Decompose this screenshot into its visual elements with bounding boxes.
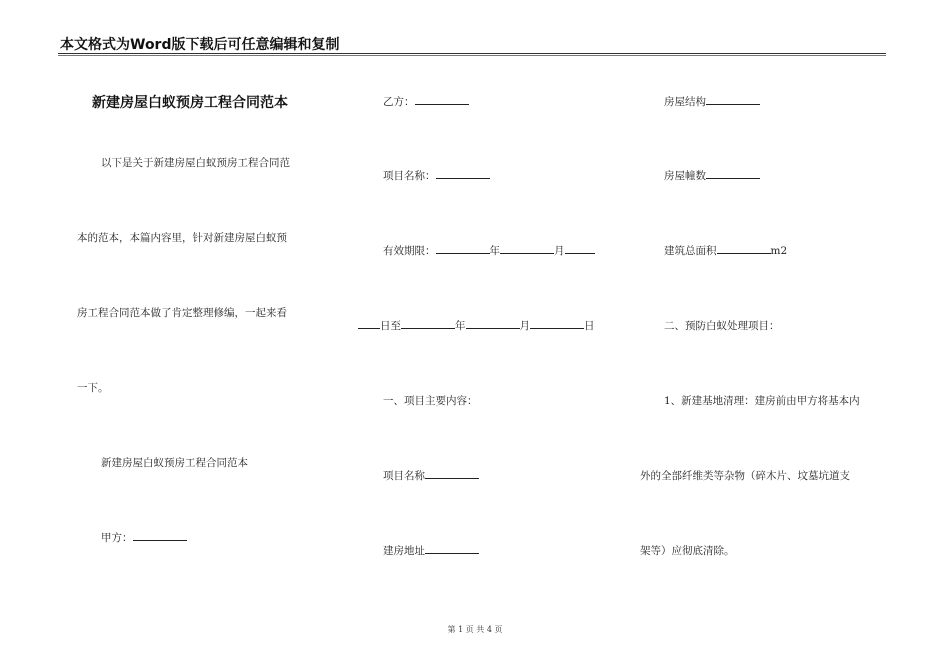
- end-day-blank: [530, 318, 584, 329]
- validity-year-blank: [436, 243, 490, 254]
- floors-blank: [706, 168, 760, 179]
- structure-line: [664, 94, 760, 109]
- project-name-2-label: 项目名称: [383, 470, 425, 482]
- intro-line-3: 房工程合同范本做了肯定整理修编，一起来看: [77, 307, 287, 319]
- area-unit: m2: [770, 245, 788, 257]
- page-current: 1: [458, 625, 464, 634]
- project-name-2-blank: [425, 468, 479, 479]
- area-blank: [717, 243, 771, 254]
- page-suffix: 页: [494, 625, 503, 634]
- document-title: 新建房屋白蚁预房工程合同范本: [92, 95, 288, 111]
- end-month-blank: [466, 318, 520, 329]
- party-b-label: 乙方：: [383, 96, 415, 108]
- contract-subtitle: 新建房屋白蚁预房工程合同范本: [101, 457, 248, 469]
- party-b-line: [383, 94, 469, 109]
- floors-line: [664, 168, 760, 183]
- item-1-line-1: 1、新建基地清理：建房前由甲方将基本内: [664, 395, 860, 407]
- end-year-label: 年: [455, 320, 466, 332]
- project-name-blank: [436, 168, 490, 179]
- structure-blank: [706, 94, 760, 105]
- area-line: [664, 243, 787, 258]
- intro-line-2: 本的范本，本篇内容里，针对新建房屋白蚁预: [77, 232, 287, 244]
- validity-month-label: 月: [554, 245, 565, 257]
- party-a-blank: [133, 530, 187, 541]
- validity-month-blank: [500, 243, 554, 254]
- validity-label: 有效期限：: [383, 245, 436, 257]
- project-name-label: 项目名称：: [383, 170, 436, 182]
- validity-day-blank: [565, 243, 595, 254]
- build-address-label: 建房地址: [383, 545, 425, 557]
- page-total: 4: [486, 625, 492, 634]
- section-1-heading: 一、项目主要内容：: [383, 395, 478, 407]
- validity-line: [383, 243, 595, 258]
- structure-label: 房屋结构: [664, 96, 706, 108]
- section-2-heading: 二、预防白蚁处理项目：: [664, 320, 780, 332]
- start-day-blank: [358, 318, 380, 329]
- floors-label: 房屋幢数: [664, 170, 706, 182]
- document-header-banner: 本文格式为Word版下载后可任意编辑和复制: [60, 37, 340, 53]
- item-1-line-2: 外的全部纤维类等杂物（碎木片、坟墓坑道支: [640, 470, 850, 482]
- item-1-line-3: 架等）应彻底清除。: [640, 545, 735, 557]
- end-day-label: 日: [584, 320, 595, 332]
- page-number-footer: [0, 624, 950, 635]
- intro-line-4: 一下。: [77, 382, 109, 394]
- project-name-line: [383, 168, 490, 183]
- validity-end-line: [358, 318, 595, 333]
- validity-year-label: 年: [489, 245, 500, 257]
- party-b-blank: [415, 94, 469, 105]
- intro-line-1: 以下是关于新建房屋白蚁预房工程合同范: [101, 157, 290, 169]
- page-mid: 页 共: [465, 625, 485, 634]
- area-label: 建筑总面积: [664, 245, 717, 257]
- party-a-line: [101, 530, 187, 545]
- build-address-line: [383, 543, 479, 558]
- project-name-2-line: [383, 468, 479, 483]
- build-address-blank: [425, 543, 479, 554]
- end-month-label: 月: [519, 320, 530, 332]
- header-divider: [58, 53, 886, 56]
- day-to-label: 日至: [380, 320, 401, 332]
- page-prefix: 第: [447, 625, 456, 634]
- end-year-blank: [401, 318, 455, 329]
- party-a-label: 甲方：: [101, 532, 133, 544]
